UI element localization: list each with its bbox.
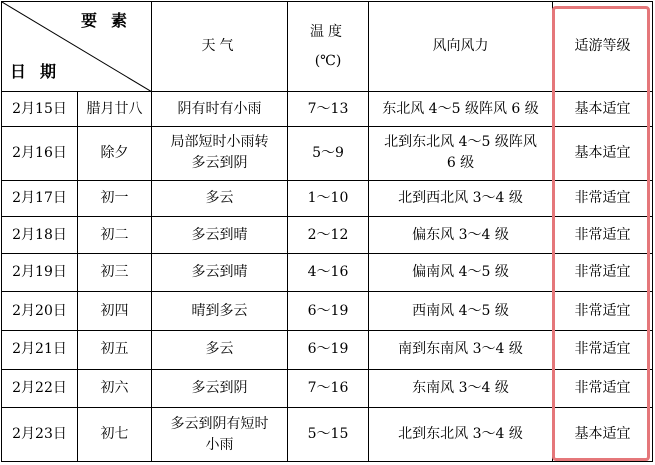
wind-cell — [369, 126, 553, 180]
table-row — [2, 126, 653, 180]
weather-cell — [152, 180, 288, 217]
grade-cell: 非常适宜 — [553, 330, 653, 369]
grade-cell: 基本适宜 — [553, 126, 653, 180]
weather-cell — [152, 408, 288, 462]
weather-cell-line: 小雨 — [205, 436, 234, 453]
wind-cell — [369, 253, 553, 292]
weather-cell-line: 多云到晴 — [191, 226, 248, 243]
temperature-cell: 2～12 — [288, 217, 369, 254]
header-row — [2, 2, 653, 92]
weather-cell — [152, 292, 288, 331]
wind-cell-line: 西南风 4～5 级 — [412, 302, 509, 319]
lunar-date-cell: 初二 — [78, 217, 152, 254]
grade-cell: 基本适宜 — [553, 92, 653, 127]
grade-cell: 非常适宜 — [553, 217, 653, 254]
date-cell: 2月21日 — [2, 330, 78, 369]
table-row — [2, 92, 653, 127]
weather-cell-line: 多云到阴有短时 — [170, 415, 269, 432]
temperature-cell: 6～19 — [288, 292, 369, 331]
header-weather: 天气 — [152, 2, 288, 92]
corner-header-cell — [2, 2, 152, 92]
header-grade: 适游等级 — [553, 2, 653, 92]
weather-cell — [152, 369, 288, 408]
header-temperature — [288, 2, 369, 92]
table-row — [2, 217, 653, 254]
lunar-date-cell: 初三 — [78, 253, 152, 292]
lunar-date-cell: 初一 — [78, 180, 152, 217]
date-cell: 2月22日 — [2, 369, 78, 408]
grade-cell: 非常适宜 — [553, 180, 653, 217]
forecast-table — [1, 1, 653, 462]
wind-cell-line: 偏南风 4～5 级 — [412, 264, 509, 281]
lunar-date-cell: 初四 — [78, 292, 152, 331]
wind-cell — [369, 369, 553, 408]
table-row — [2, 408, 653, 462]
grade-cell: 非常适宜 — [553, 292, 653, 331]
grade-cell: 非常适宜 — [553, 253, 653, 292]
weather-cell — [152, 217, 288, 254]
weather-cell — [152, 330, 288, 369]
wind-cell-line: 北到西北风 3～4 级 — [398, 189, 523, 206]
weather-cell-line: 多云到阴 — [191, 379, 248, 396]
wind-cell-line: 北到东北风 4～5 级阵风 — [384, 134, 537, 151]
table-row — [2, 369, 653, 408]
wind-cell — [369, 217, 553, 254]
date-cell: 2月15日 — [2, 92, 78, 127]
grade-cell: 基本适宜 — [553, 408, 653, 462]
date-cell: 2月16日 — [2, 126, 78, 180]
lunar-date-cell: 初七 — [78, 408, 152, 462]
temperature-cell: 7～13 — [288, 92, 369, 127]
table-row — [2, 253, 653, 292]
lunar-date-cell: 除夕 — [78, 126, 152, 180]
weather-cell-line: 多云 — [205, 341, 234, 358]
temperature-cell: 5～15 — [288, 408, 369, 462]
weather-cell-line: 阴有时有小雨 — [177, 100, 262, 117]
header-temperature-unit: (℃) — [314, 52, 342, 69]
weather-cell-line: 多云到晴 — [191, 264, 248, 281]
wind-cell — [369, 330, 553, 369]
date-cell: 2月20日 — [2, 292, 78, 331]
table-row — [2, 292, 653, 331]
grade-cell: 非常适宜 — [553, 369, 653, 408]
wind-cell-line: 6 级 — [446, 155, 475, 172]
wind-cell — [369, 180, 553, 217]
temperature-cell: 5～9 — [288, 126, 369, 180]
lunar-date-cell: 初五 — [78, 330, 152, 369]
wind-cell — [369, 92, 553, 127]
wind-cell-line: 东南风 3～4 级 — [412, 379, 509, 396]
corner-label-elements: 要素 — [80, 11, 141, 30]
date-cell: 2月23日 — [2, 408, 78, 462]
weather-cell-line: 局部短时小雨转 — [170, 134, 269, 151]
table-body — [2, 92, 653, 462]
weather-cell — [152, 92, 288, 127]
header-wind: 风向风力 — [369, 2, 553, 92]
wind-cell-line: 北到东北风 3～4 级 — [398, 426, 523, 443]
weather-cell — [152, 126, 288, 180]
lunar-date-cell: 腊月廿八 — [78, 92, 152, 127]
table-row — [2, 180, 653, 217]
temperature-cell: 1～10 — [288, 180, 369, 217]
weather-cell — [152, 253, 288, 292]
date-cell: 2月17日 — [2, 180, 78, 217]
header-temperature-label: 温度 — [310, 23, 346, 40]
temperature-cell: 6～19 — [288, 330, 369, 369]
weather-cell-line: 多云 — [205, 189, 234, 206]
corner-label-date: 日期 — [10, 62, 71, 82]
temperature-cell: 7～16 — [288, 369, 369, 408]
wind-cell-line: 南到东南风 3～4 级 — [398, 341, 523, 358]
date-cell: 2月19日 — [2, 253, 78, 292]
temperature-cell: 4～16 — [288, 253, 369, 292]
wind-cell — [369, 292, 553, 331]
lunar-date-cell: 初六 — [78, 369, 152, 408]
wind-cell-line: 东北风 4～5 级阵风 6 级 — [382, 100, 539, 117]
date-cell: 2月18日 — [2, 217, 78, 254]
table-row — [2, 330, 653, 369]
wind-cell-line: 偏东风 3～4 级 — [412, 226, 509, 243]
weather-cell-line: 多云到阴 — [191, 155, 248, 172]
wind-cell — [369, 408, 553, 462]
weather-cell-line: 晴到多云 — [191, 302, 248, 319]
